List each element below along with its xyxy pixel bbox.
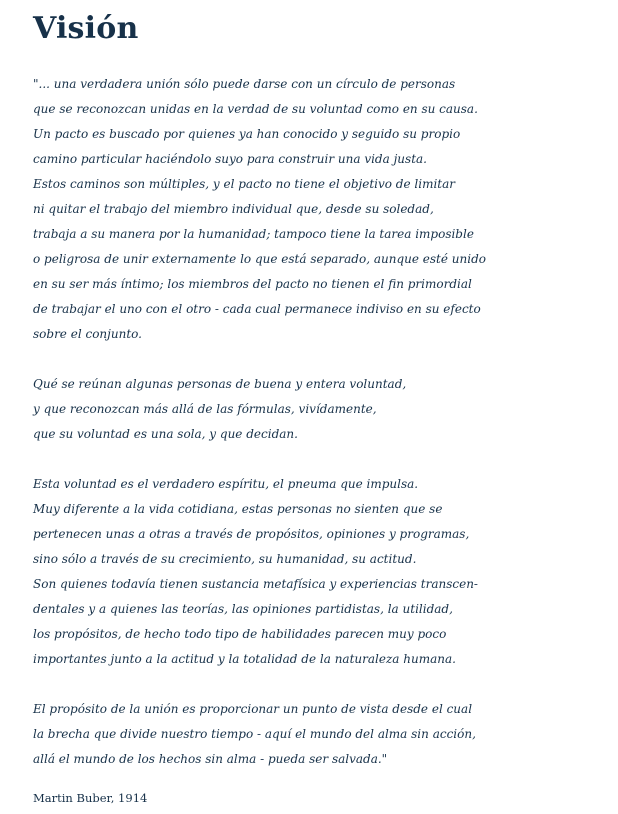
quote-line: o peligrosa de unir externamente lo que está separado, aunque esté unido xyxy=(33,252,486,266)
quote-line: Esta voluntad es el verdadero espíritu, el pneuma que impulsa. xyxy=(33,477,419,491)
quote-line: trabaja a su manera por la humanidad; tampoco tiene la tarea imposible xyxy=(33,227,474,241)
page-title: Visión xyxy=(33,11,139,46)
quote-paragraph-4 xyxy=(33,697,613,772)
quote-attribution: Martin Buber, 1914 xyxy=(33,791,148,805)
quote-line: dentales y a quienes las teorías, las opiniones partidistas, la utilidad, xyxy=(33,602,453,616)
quote-line: camino particular haciéndolo suyo para construir una vida justa. xyxy=(33,152,427,166)
quote-line: "... una verdadera unión sólo puede darse con un círculo de personas xyxy=(33,77,456,91)
quote-line: Son quienes todavía tienen sustancia metafísica y experiencias transcen- xyxy=(33,577,478,591)
quote-line: sobre el conjunto. xyxy=(33,327,142,341)
quote-line: en su ser más íntimo; los miembros del pacto no tienen el fin primordial xyxy=(33,277,472,291)
quote-line: importantes junto a la actitud y la totalidad de la naturaleza humana. xyxy=(33,652,456,666)
quote-line: que se reconozcan unidas en la verdad de su voluntad como en su causa. xyxy=(33,102,478,116)
quote-line: Qué se reúnan algunas personas de buena y entera voluntad, xyxy=(33,377,407,391)
quote-line: Muy diferente a la vida cotidiana, estas personas no sienten que se xyxy=(33,502,443,516)
quote-line: Estos caminos son múltiples, y el pacto no tiene el objetivo de limitar xyxy=(33,177,455,191)
document-page xyxy=(33,0,613,806)
quote-line: sino sólo a través de su crecimiento, su humanidad, su actitud. xyxy=(33,552,417,566)
quote-line: y que reconozcan más allá de las fórmulas, vivídamente, xyxy=(33,402,377,416)
quote-line: pertenecen unas a otras a través de propósitos, opiniones y programas, xyxy=(33,527,470,541)
quote-line: ni quitar el trabajo del miembro individual que, desde su soledad, xyxy=(33,202,434,216)
quote-body xyxy=(33,72,613,772)
quote-line: los propósitos, de hecho todo tipo de habilidades parecen muy poco xyxy=(33,627,447,641)
quote-line: El propósito de la unión es proporcionar un punto de vista desde el cual xyxy=(33,702,473,716)
quote-paragraph-2 xyxy=(33,372,613,447)
quote-line: de trabajar el uno con el otro - cada cual permanece indiviso en su efecto xyxy=(33,302,481,316)
quote-line: que su voluntad es una sola, y que decidan. xyxy=(33,427,298,441)
quote-line: allá el mundo de los hechos sin alma - pueda ser salvada." xyxy=(33,752,388,766)
quote-line: Un pacto es buscado por quienes ya han conocido y seguido su propio xyxy=(33,127,461,141)
quote-paragraph-3 xyxy=(33,472,613,672)
quote-paragraph-1 xyxy=(33,72,613,347)
quote-line: la brecha que divide nuestro tiempo - aquí el mundo del alma sin acción, xyxy=(33,727,476,741)
